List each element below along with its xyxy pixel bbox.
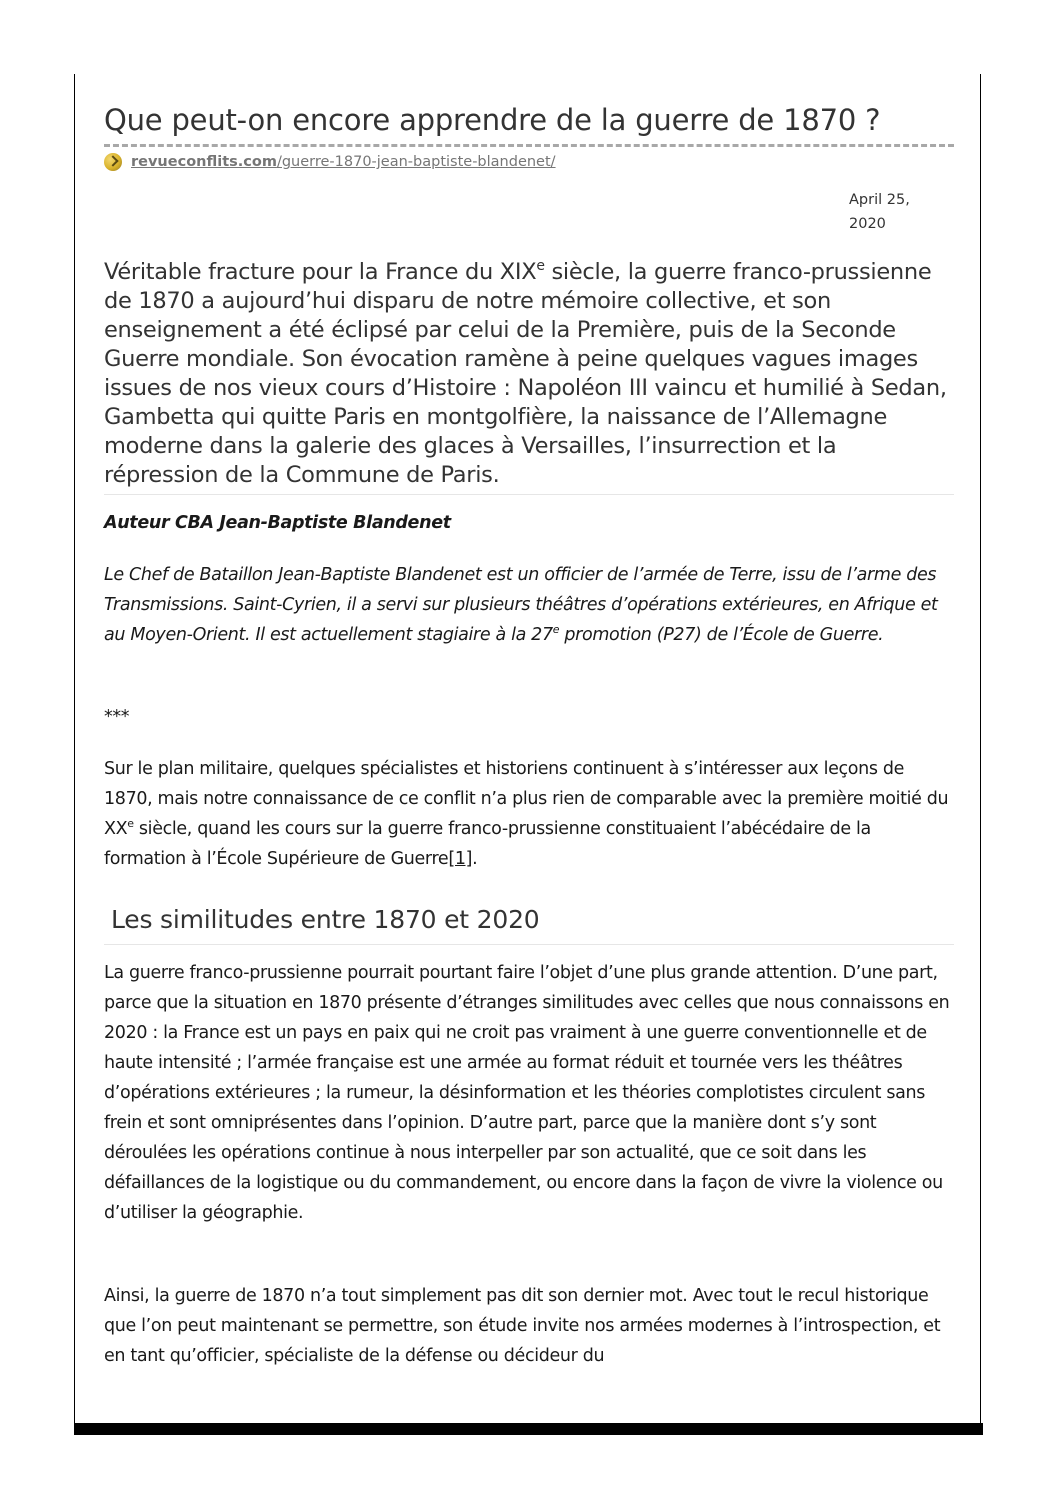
site-favicon-icon — [104, 153, 122, 171]
author-line: Auteur CBA Jean-Baptiste Blandenet — [104, 513, 451, 533]
section-divider — [104, 944, 954, 945]
author-bio: Le Chef de Bataillon Jean-Baptiste Blandenet est un officier de l’armée de Terre, issu de l’arme des Transmissions. Saint-Cyrien, il a servi sur plusieurs théâtres d’opérations extérieures, en Afrique et au Moyen-Orient. Il est actuellement stagiaire à la 27e promotion (P27) de l’École de Guerre. — [104, 565, 938, 645]
source-line — [104, 151, 954, 173]
title-divider — [104, 144, 954, 147]
lead-divider — [104, 494, 954, 495]
paragraph-1: Sur le plan militaire, quelques spécialistes et historiens continuent à s’intéresser aux leçons de 1870, mais notre connaissance de ce conflit n’a plus rien de comparable avec la première moitié du XXe siècle, quand les cours sur la guerre franco-prussienne constituaient l’abécédaire de la formation à l’École Supérieure de Guerre[1]. — [104, 759, 949, 869]
paragraph-2: La guerre franco-prussienne pourrait pourtant faire l’objet d’une plus grande attention. D’une part, parce que la situation en 1870 présente d’étranges similitudes avec celles que nous connaissons en 2020 : la France est un pays en paix qui ne croit pas vraiment à une guerre conventionnelle et de haute intensité ; l’armée française est une armée au format réduit et tournée vers les théâtres d’opérations extérieures ; la rumeur, la désinformation et les théories complotistes circulent sans frein et sont omniprésentes dans l’opinion. D’autre part, parce que la manière dont s’y sont déroulées les opérations continue à nous interpeller par son actualité, que ce soit dans les défaillances de la logistique ou du commandement, ou encore dans la façon de vivre la violence ou d’utiliser la géographie. — [104, 963, 950, 1223]
publish-date: April 25, 2020 — [849, 192, 910, 232]
paragraph-3: Ainsi, la guerre de 1870 n’a tout simplement pas dit son dernier mot. Avec tout le recul historique que l’on peut maintenant se permettre, son étude invite nos armées modernes à l’introspection, et en tant qu’officier, spécialiste de la défense ou décideur du — [104, 1286, 941, 1366]
footnote-link[interactable]: [1] — [448, 849, 473, 869]
source-link[interactable]: revueconflits.com/guerre-1870-jean-baptiste-blandenet/ — [131, 154, 556, 170]
page-bottom-bar — [74, 1423, 983, 1435]
section-separator: *** — [104, 707, 130, 727]
lead-paragraph: Véritable fracture pour la France du XIXe siècle, la guerre franco-prussienne de 1870 a aujourd’hui disparu de notre mémoire collective, et son enseignement a été éclipsé par celui de la Première, puis de la Seconde Guerre mondiale. Son évocation ramène à peine quelques vagues images issues de nos vieux cours d’Histoire : Napoléon III vaincu et humilié à Sedan, Gambetta qui quitte Paris en montgolfière, la naissance de l’Allemagne moderne dans la galerie des glaces à Versailles, l’insurrection et la répression de la Commune de Paris. — [104, 258, 947, 488]
article — [104, 100, 954, 1366]
section-heading: Les similitudes entre 1870 et 2020 — [111, 905, 540, 934]
article-title: Que peut-on encore apprendre de la guerre de 1870 ? — [104, 103, 881, 137]
